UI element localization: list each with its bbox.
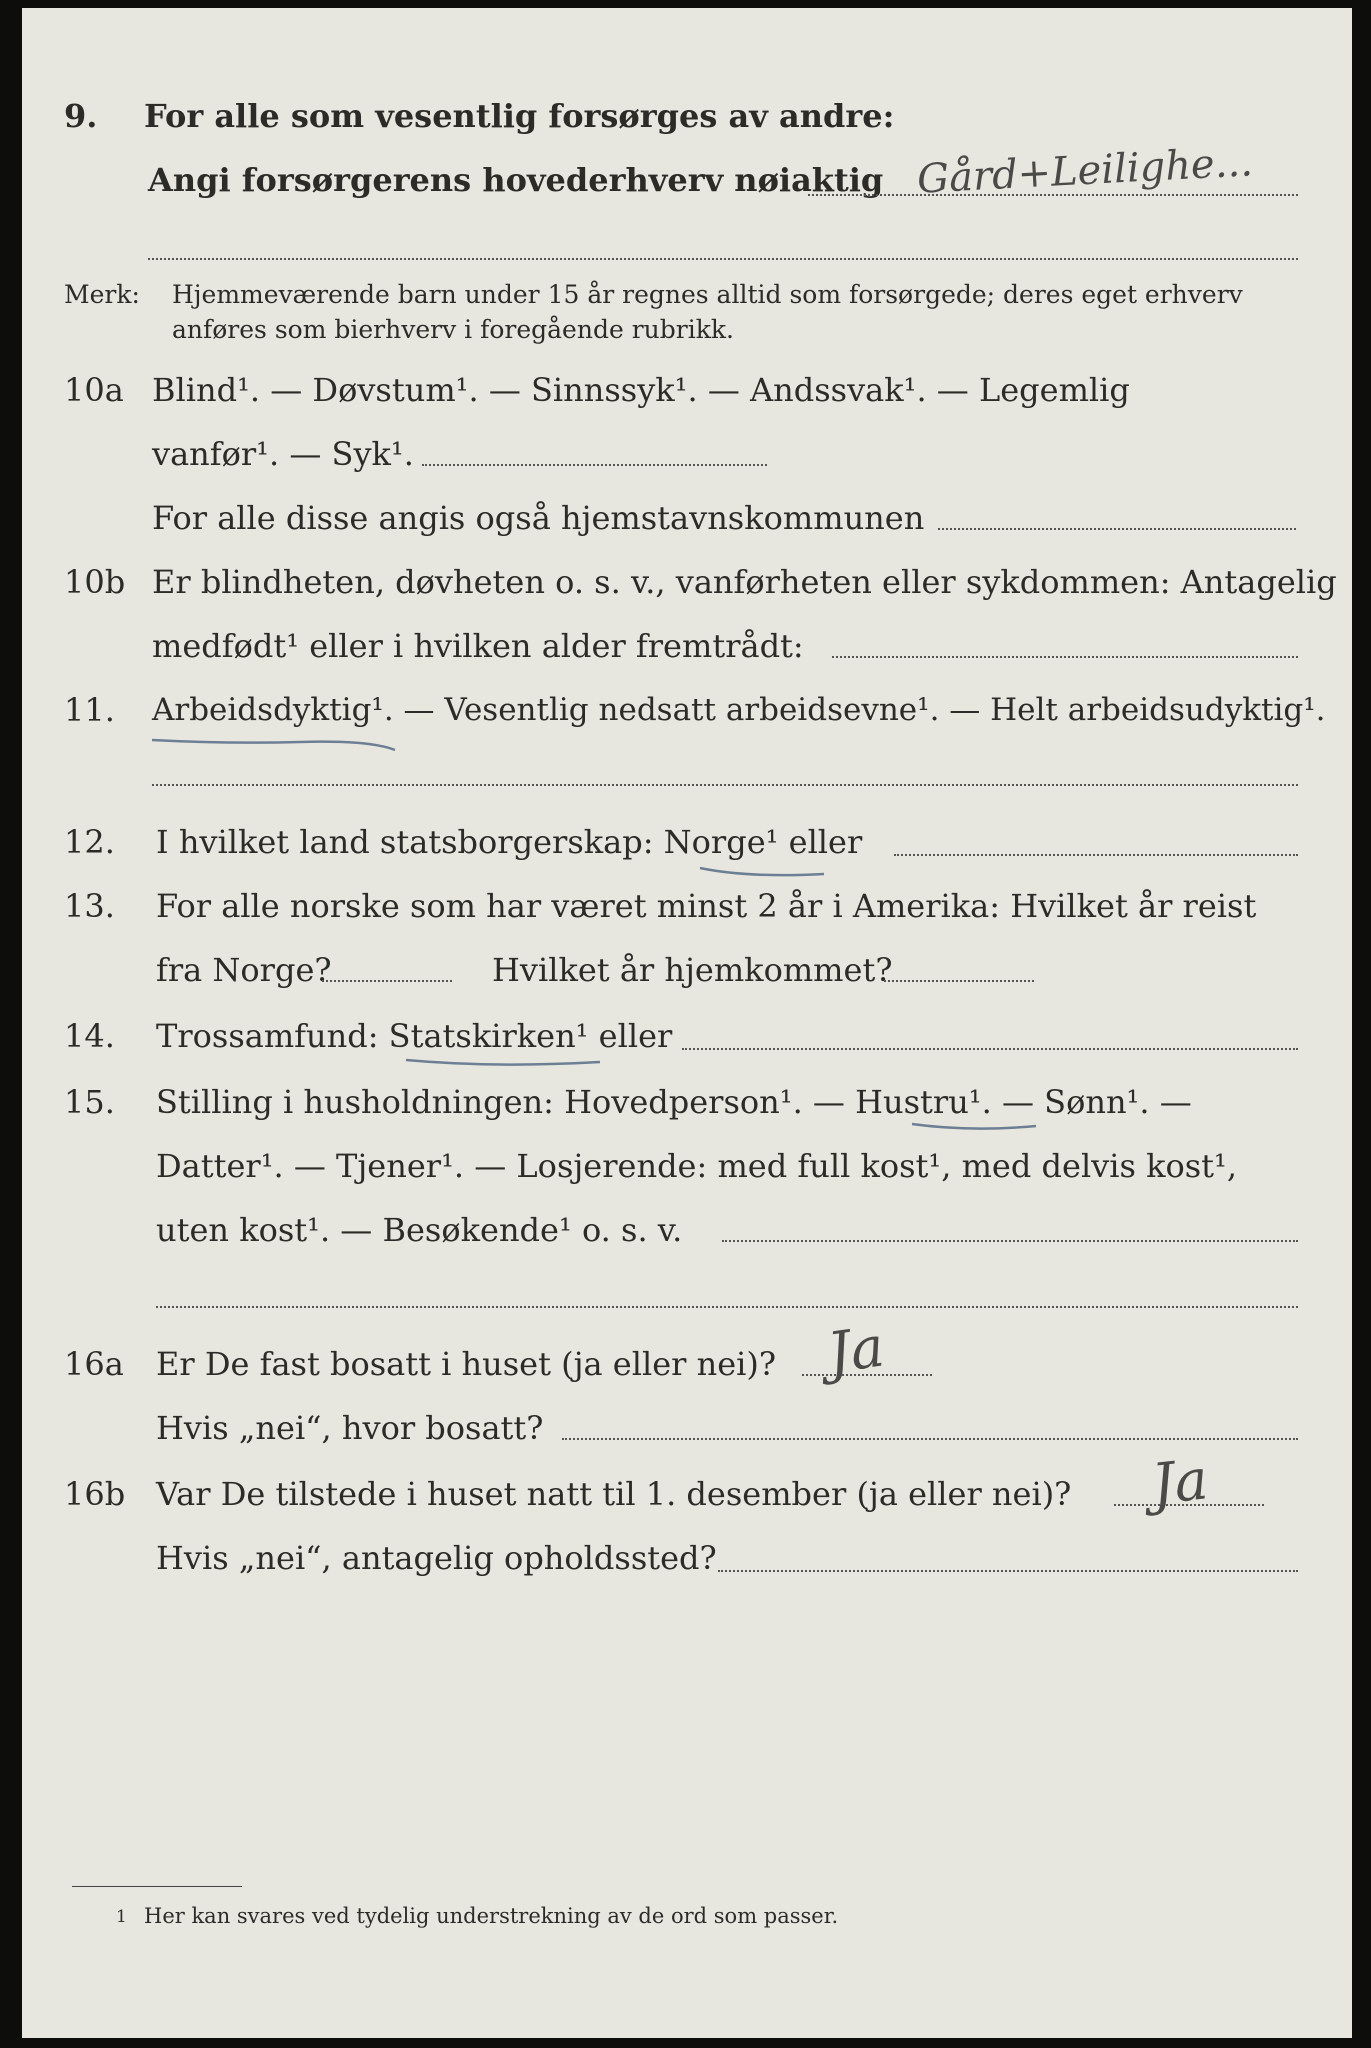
q13-reist-line bbox=[322, 980, 452, 982]
q10a-line3: For alle disse angis også hjemstavnskommunen bbox=[152, 499, 925, 537]
q15-blank-line bbox=[156, 1306, 1298, 1308]
footnote-mark: 1 bbox=[116, 1907, 127, 1927]
q16a-line1: Er De fast bosatt i huset (ja eller nei)? bbox=[156, 1345, 777, 1383]
q11-number: 11. bbox=[64, 691, 115, 729]
merk-line2: anføres som bierhverv i foregående rubrikk. bbox=[172, 315, 734, 344]
q10a-kommune-line bbox=[938, 528, 1296, 530]
census-form-page bbox=[22, 8, 1352, 2038]
q14-number: 14. bbox=[64, 1017, 115, 1055]
q15-answer-line bbox=[722, 1240, 1298, 1242]
q16b-line2: Hvis „nei“, antagelig opholdssted? bbox=[156, 1539, 717, 1577]
q9-handwritten-answer: Gård+Leilighe... bbox=[916, 139, 1254, 203]
q15-line2: Datter¹. — Tjener¹. — Losjerende: med full kost¹, med delvis kost¹, bbox=[156, 1147, 1238, 1185]
q14-answer-line bbox=[682, 1048, 1298, 1050]
q9-blank-line bbox=[148, 258, 1298, 260]
q15-line1: Stilling i husholdningen: Hovedperson¹. — Hustru¹. — Sønn¹. — bbox=[156, 1083, 1192, 1121]
footnote-rule bbox=[72, 1886, 242, 1887]
q9-number: 9. bbox=[64, 97, 98, 135]
q16a-handwritten-answer: Ja bbox=[823, 1314, 889, 1387]
q10a-answer-line bbox=[422, 464, 767, 466]
q16a-number: 16a bbox=[64, 1345, 124, 1383]
q13-hjemkommet-line bbox=[884, 980, 1034, 982]
q16b-handwritten-answer: Ja bbox=[1148, 1447, 1212, 1518]
q16b-line1: Var De tilstede i huset natt til 1. desember (ja eller nei)? bbox=[156, 1475, 1072, 1513]
q11-line1: Arbeidsdyktig¹. — Vesentlig nedsatt arbeidsevne¹. — Helt arbeidsudyktig¹. bbox=[152, 692, 1326, 728]
q10a-line1: Blind¹. — Døvstum¹. — Sinnssyk¹. — Andssvak¹. — Legemlig bbox=[152, 371, 1130, 409]
q10b-line2: medfødt¹ eller i hvilken alder fremtrådt: bbox=[152, 627, 804, 665]
q14-line1: Trossamfund: Statskirken¹ eller bbox=[156, 1017, 673, 1055]
q16a-line2: Hvis „nei“, hvor bosatt? bbox=[156, 1409, 544, 1447]
footnote-text: Her kan svares ved tydelig understrekning av de ord som passer. bbox=[144, 1904, 839, 1928]
q13-line2a: fra Norge? bbox=[156, 951, 332, 989]
q13-number: 13. bbox=[64, 887, 115, 925]
q16a-bosatt-line bbox=[562, 1438, 1298, 1440]
q10b-line1: Er blindheten, døvheten o. s. v., vanførheten eller sykdommen: Antagelig bbox=[152, 563, 1337, 601]
q16b-number: 16b bbox=[64, 1475, 126, 1513]
q11-blank-line bbox=[152, 784, 1298, 786]
q15-line3: uten kost¹. — Besøkende¹ o. s. v. bbox=[156, 1211, 683, 1249]
q10b-number: 10b bbox=[64, 563, 126, 601]
q9-question-line1: For alle som vesentlig forsørges av andre: bbox=[144, 97, 895, 135]
q10b-answer-line bbox=[832, 656, 1298, 658]
q12-line1: I hvilket land statsborgerskap: Norge¹ eller bbox=[156, 823, 863, 861]
q10a-number: 10a bbox=[64, 371, 124, 409]
q15-number: 15. bbox=[64, 1083, 115, 1121]
q15-underline-mark bbox=[910, 1118, 1040, 1138]
merk-label: Merk: bbox=[64, 280, 140, 309]
q11-underline-mark bbox=[150, 730, 400, 756]
q9-question-line2: Angi forsørgerens hovederhverv nøiaktig bbox=[148, 161, 884, 199]
q12-number: 12. bbox=[64, 823, 115, 861]
q13-line1: For alle norske som har været minst 2 år i Amerika: Hvilket år reist bbox=[156, 887, 1257, 925]
q13-line2b: Hvilket år hjemkommet? bbox=[492, 951, 893, 989]
q16b-opholdssted-line bbox=[718, 1570, 1298, 1572]
q12-answer-line bbox=[894, 854, 1298, 856]
q10a-line2: vanfør¹. — Syk¹. bbox=[152, 435, 414, 473]
q12-underline-mark bbox=[698, 860, 828, 882]
merk-line1: Hjemmeværende barn under 15 år regnes alltid som forsørgede; deres eget erhverv bbox=[172, 280, 1243, 309]
q14-underline-mark bbox=[404, 1054, 604, 1074]
